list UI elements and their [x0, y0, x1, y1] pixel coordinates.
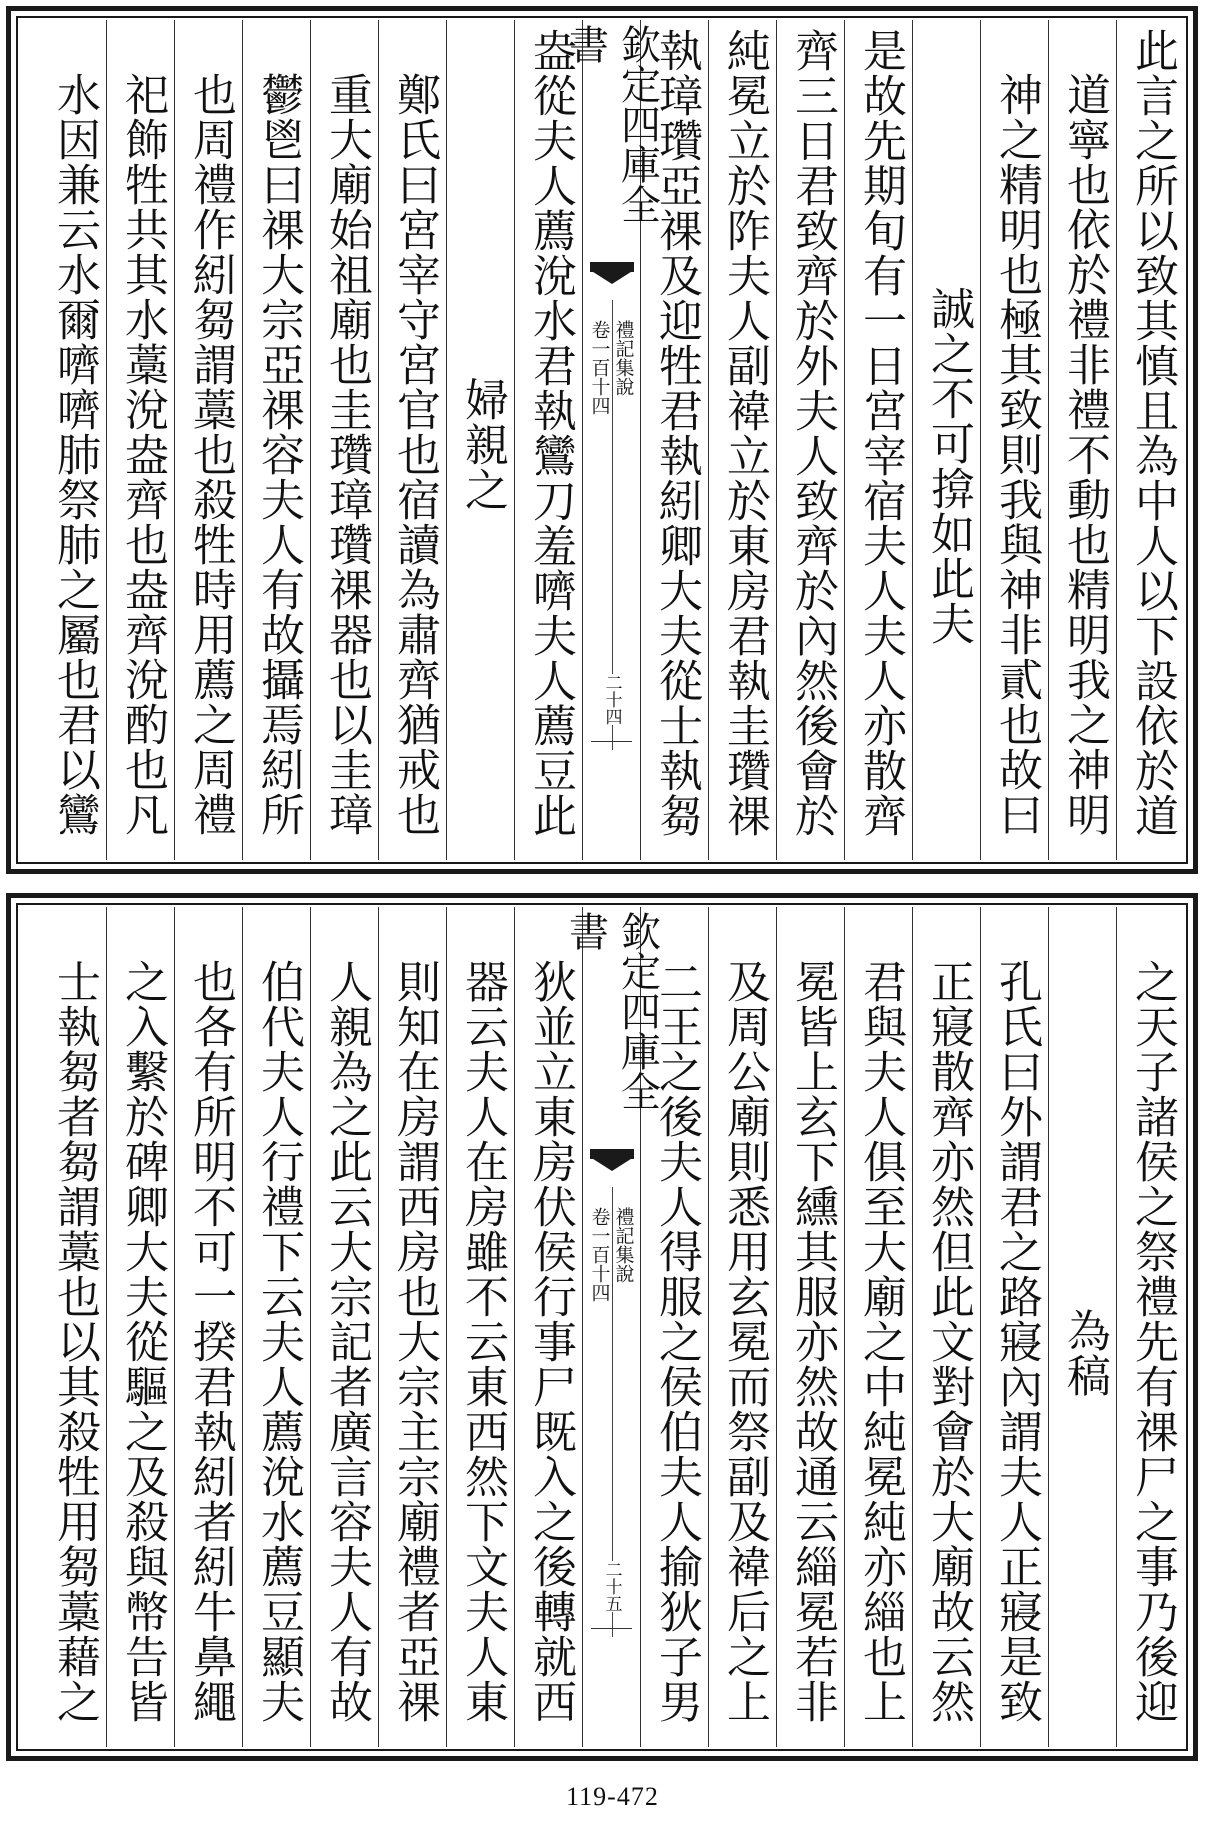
text-column: 人親為之此云大宗記者廣言容夫人有故	[310, 907, 378, 1747]
text-column: 君與夫人俱至大廟之中純冕純亦緇也上	[844, 907, 912, 1747]
text-column: 孔氏曰外謂君之路寢內謂夫人正寢是致	[980, 907, 1048, 1747]
book-title: 禮記集說	[613, 320, 635, 415]
library-title: 欽定四庫全書	[562, 911, 661, 1111]
text-column: 鬱鬯曰祼大宗亞祼容夫人有故攝焉紖所	[242, 20, 310, 860]
text-column: 則知在房謂西房也大宗主宗廟禮者亞祼	[378, 907, 446, 1747]
page-number: 二十四	[601, 674, 622, 725]
top-page-columns	[20, 20, 1184, 860]
text-column: 執璋瓚亞祼及迎牲君執紖卿大夫從士執芻	[640, 20, 708, 860]
fish-tail-mark-icon	[590, 1149, 634, 1175]
text-column: 神之精明也極其致則我與神非貳也故曰	[980, 20, 1048, 860]
text-column: 盎從夫人薦涗水君執鸞刀羞嚌夫人薦豆此	[514, 20, 582, 860]
text-column: 狄並立東房伏侯行事尸既入之後轉就西	[514, 907, 582, 1747]
text-column: 純冕立於阼夫人副褘立於東房君執圭瓚祼	[708, 20, 776, 860]
text-column: 冕皆上玄下纁其服亦然故通云緇冕若非	[776, 907, 844, 1747]
text-column: 伯代夫人行禮下云夫人薦涗水薦豆顯夫	[242, 907, 310, 1747]
library-title: 欽定四庫全書	[562, 24, 661, 224]
text-column: 重大廟始祖廟也圭瓚璋瓚祼器也以圭璋	[310, 20, 378, 860]
text-column: 之天子諸侯之祭禮先有祼尸之事乃後迎	[1116, 907, 1184, 1747]
text-column: 齊三日君致齊於外夫人致齊於內然後會於	[776, 20, 844, 860]
page-spine	[562, 20, 661, 860]
volume-number: 卷一百十四	[588, 320, 611, 415]
page-reference: 119-472	[566, 1782, 659, 1811]
text-column: 婦親之	[446, 20, 514, 860]
spine-divider	[591, 1628, 632, 1629]
text-column: 為稿	[1048, 907, 1116, 1747]
bottom-page-columns	[20, 907, 1184, 1747]
text-column: 之入繫於碑卿大夫從驅之及殺與幣告皆	[106, 907, 174, 1747]
text-column: 正寢散齊亦然但此文對會於大廟故云然	[912, 907, 980, 1747]
text-column: 祀飾牲共其水藁涗盎齊也盎齊涗酌也凡	[106, 20, 174, 860]
text-column: 誠之不可揜如此夫	[912, 20, 980, 860]
bottom-page-frame	[6, 893, 1198, 1761]
text-column: 士執芻者芻謂藁也以其殺牲用芻藁藉之	[49, 959, 100, 1724]
text-column: 及周公廟則悉用玄冕而祭副及褘后之上	[708, 907, 776, 1747]
page-number: 二十五	[601, 1561, 622, 1612]
volume-number: 卷一百十四	[588, 1207, 611, 1302]
text-column: 器云夫人在房雖不云東西然下文夫人東	[446, 907, 514, 1747]
text-column: 二王之後夫人得服之侯伯夫人揄狄子男	[640, 907, 708, 1747]
text-column: 也各有所明不可一揆君執紖者紖牛鼻繩	[174, 907, 242, 1747]
text-column: 也周禮作紖芻謂藁也殺牲時用薦之周禮	[174, 20, 242, 860]
spine-divider	[591, 741, 632, 742]
book-title: 禮記集說	[613, 1207, 635, 1302]
fish-tail-mark-icon	[590, 262, 634, 288]
text-column: 此言之所以致其慎且為中人以下設依於道	[1116, 20, 1184, 860]
text-column: 水因兼云水爾嚌嚌肺祭肺之屬也君以鸞	[49, 72, 100, 837]
text-column: 鄭氏曰宮宰守宮官也宿讀為肅齊猶戒也	[378, 20, 446, 860]
book-volume-label	[589, 1207, 635, 1302]
text-column: 是故先期旬有一日宮宰宿夫人夫人亦散齊	[844, 20, 912, 860]
text-column: 道寧也依於禮非禮不動也精明我之神明	[1048, 20, 1116, 860]
page-spine	[562, 907, 661, 1747]
book-volume-label	[589, 320, 635, 415]
top-page-frame	[6, 6, 1198, 874]
